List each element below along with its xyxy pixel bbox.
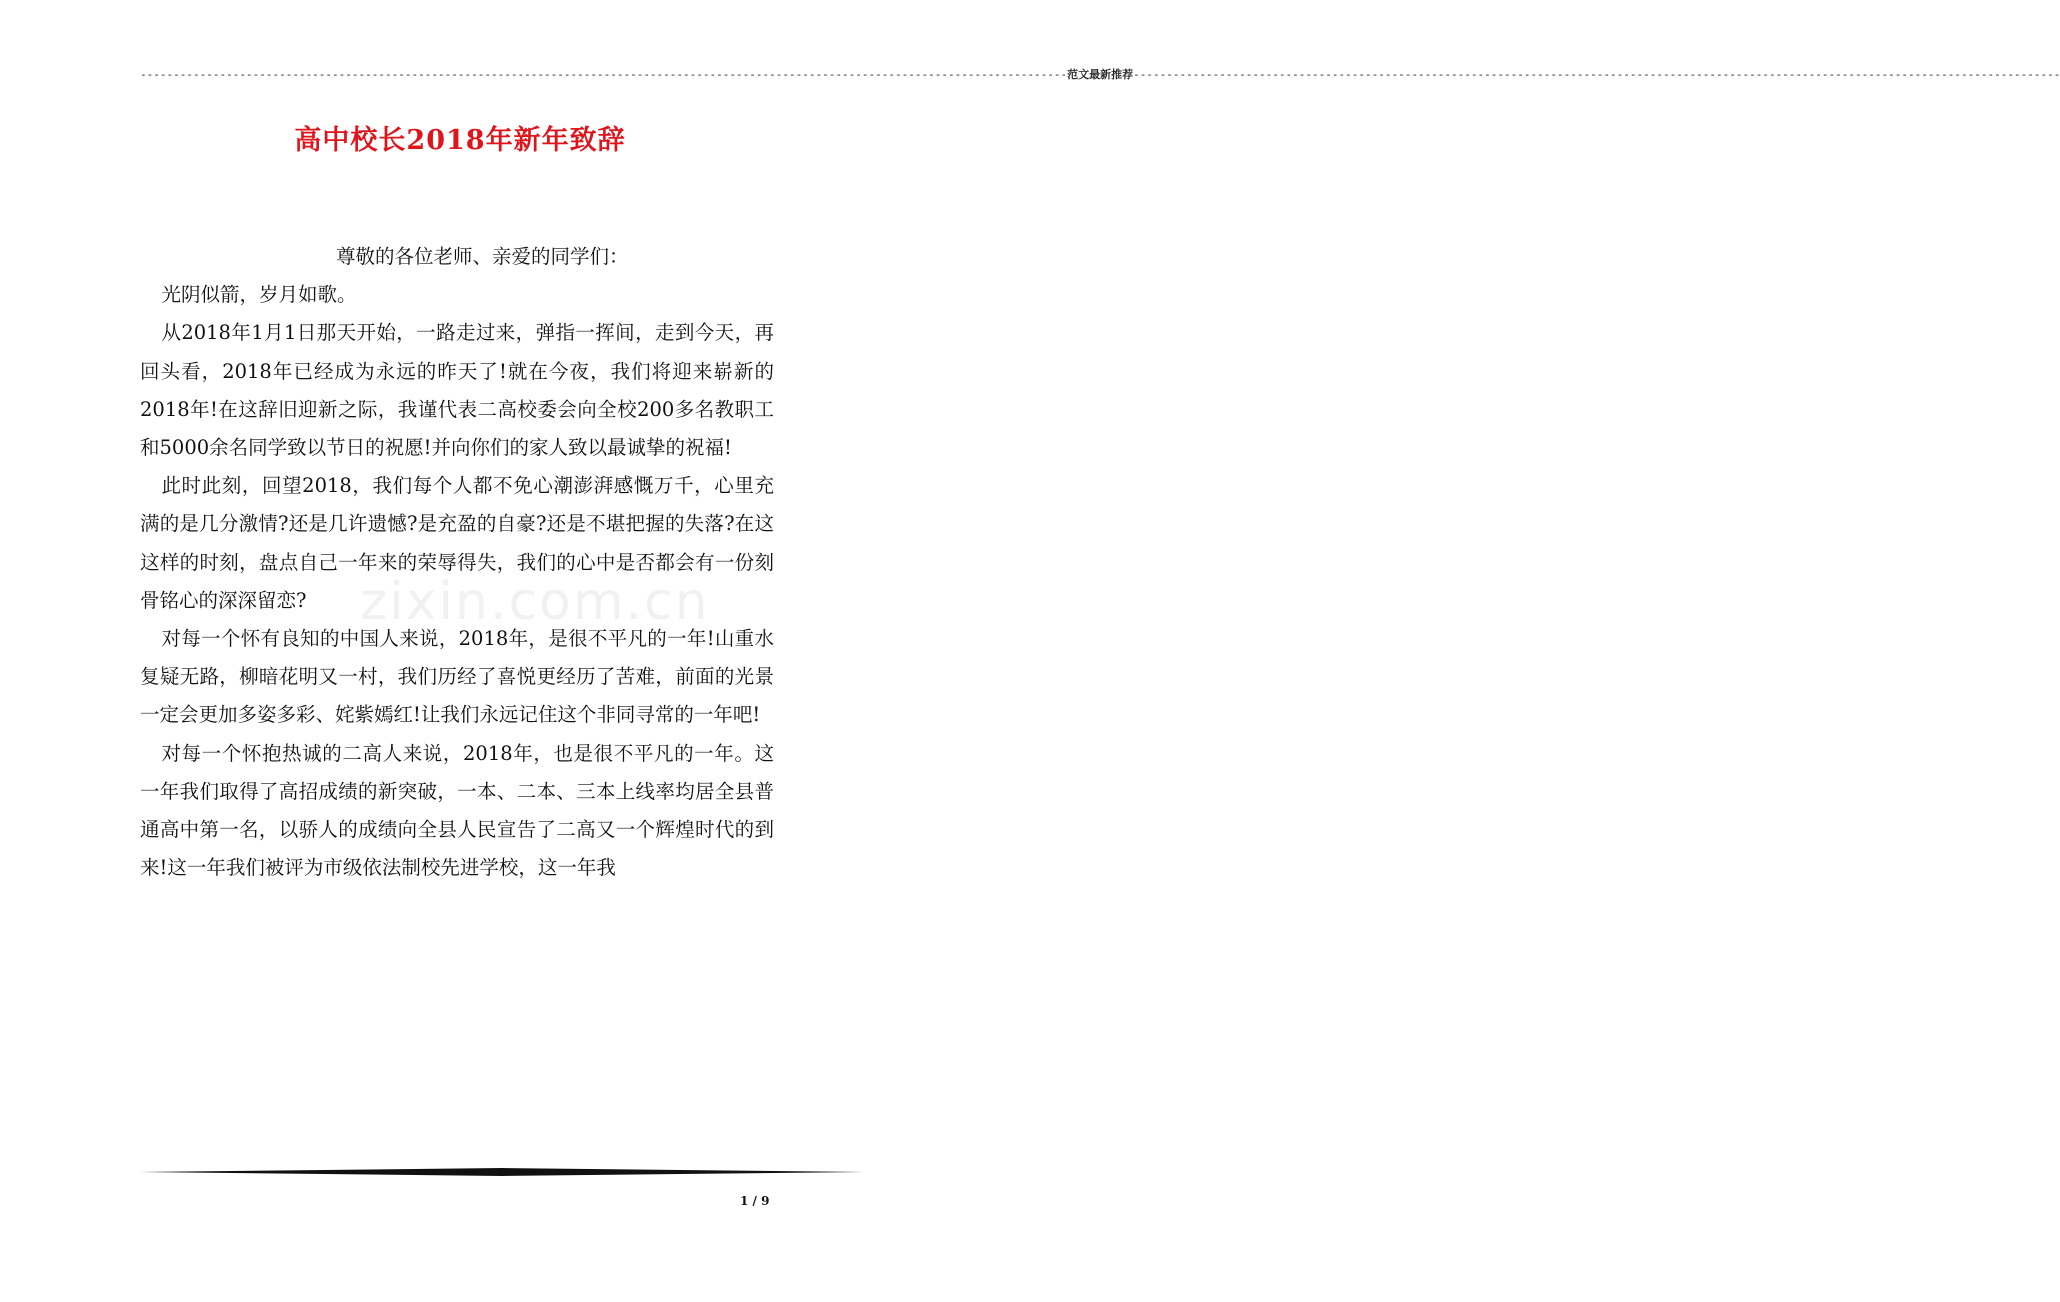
paragraph-5: 对每一个怀抱热诚的二高人来说，2018年，也是很不平凡的一年。这一年我们取得了高招成绩的新突破，一本、二本、三本上线率均居全县普通高中第一名，以骄人的成绩向全县人民宣告了二高又一个辉煌时代的到来!这一年我们被评为市级依法制校先进学校，这一年我: [140, 741, 774, 880]
header-label: 范文最新推荐: [1067, 68, 1134, 81]
header-line: [140, 68, 2060, 82]
paragraph-4: 对每一个怀有良知的中国人来说，2018年，是很不平凡的一年!山重水复疑无路，柳暗花明又一村，我们历经了喜悦更经历了苦难，前面的光景一定会更加多姿多彩、姹紫嫣红!让我们永远记住这个非同寻常的一年吧!: [140, 627, 774, 727]
document-body: [140, 238, 774, 887]
header-dashes-left: --------------------------------------------------------------------------------------------------------------------------------------------: [140, 68, 1068, 81]
document-title: 高中校长2018年新年致辞: [294, 125, 626, 156]
salutation: 尊敬的各位老师、亲爱的同学们：: [336, 245, 629, 268]
header-dashes-right: --------------------------------------------------------------------------------------------------------------------------------------------: [1133, 68, 2060, 81]
page-number: 1 / 9: [740, 1194, 770, 1208]
paragraph-2: 从2018年1月1日那天开始，一路走过来，弹指一挥间，走到今天，再回头看，2018年已经成为永远的昨天了!就在今夜，我们将迎来崭新的2018年!在这辞旧迎新之际，我谨代表二高校委会向全校200多名教职工和5000余名同学致以节日的祝愿!并向你们的家人致以最诚挚的祝福!: [140, 321, 774, 460]
footer-rule: [140, 1168, 864, 1176]
watermark: zixin.com.cn: [360, 572, 710, 632]
paragraph-1: 光阴似箭，岁月如歌。: [161, 283, 357, 307]
paragraph-3: 此时此刻，回望2018，我们每个人都不免心潮澎湃感慨万千，心里充满的是几分激情?还是几许遗憾?是充盈的自豪?还是不堪把握的失落?在这这样的时刻，盘点自己一年来的荣辱得失，我们的心中是否都会有一份刻骨铭心的深深留恋?: [140, 474, 774, 612]
